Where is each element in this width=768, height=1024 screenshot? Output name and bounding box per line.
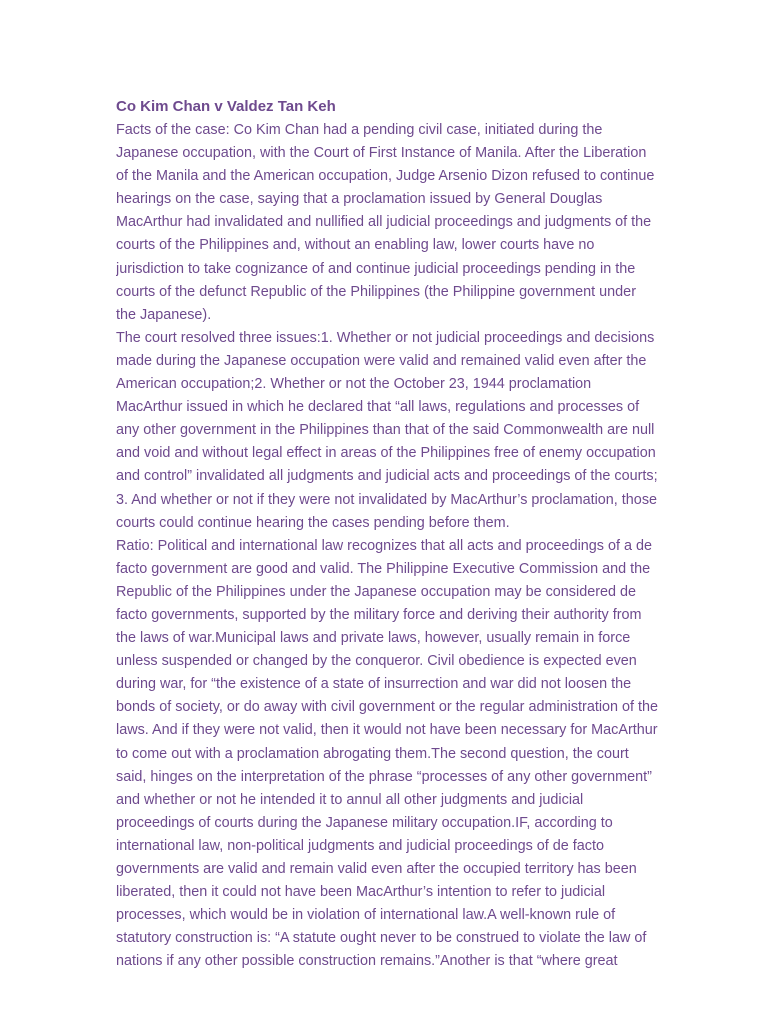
document-body <box>116 119 756 973</box>
document-text-line: hearings on the case, saying that a proclamation issued by General Douglas <box>116 191 603 208</box>
document-text-line: American occupation;2. Whether or not the October 23, 1944 proclamation <box>116 376 592 393</box>
document-text-line: the Japanese). <box>116 306 212 323</box>
document-text-line: courts of the Philippines and, without an enabling law, lower courts have no <box>116 237 595 254</box>
document-text-line: Ratio: Political and international law recognizes that all acts and proceedings of a de <box>116 537 652 554</box>
document-text-line: Facts of the case: Co Kim Chan had a pending civil case, initiated during the <box>116 122 603 138</box>
document-text-line: facto government are good and valid. The Philippine Executive Commission and the <box>116 560 651 577</box>
document-text-line: and whether or not he intended it to annul all other judgments and judicial <box>116 791 584 808</box>
document-text-line: made during the Japanese occupation were valid and remained valid even after the <box>116 352 647 369</box>
document-text-line: statutory construction is: “A statute ought never to be construed to violate the law of <box>116 930 647 947</box>
document-text-line: nations if any other possible construction remains.”Another is that “where great <box>116 953 618 970</box>
document-text-line: during war, for “the existence of a state of insurrection and war did not loosen the <box>116 676 632 693</box>
document-text-line: to come out with a proclamation abrogating them.The second question, the court <box>116 745 629 762</box>
document-text-line: said, hinges on the interpretation of the phrase “processes of any other government” <box>116 768 652 785</box>
document-text-line: any other government in the Philippines than that of the said Commonwealth are null <box>116 422 655 439</box>
document-text-line: The court resolved three issues:1. Whether or not judicial proceedings and decisions <box>116 329 655 346</box>
document-text-line: governments are valid and remain valid even after the occupied territory has been <box>116 861 637 877</box>
document-text-line: processes, which would be in violation of international law.A well-known rule of <box>116 907 616 924</box>
document-text-line: and control” invalidated all judgments and judicial acts and proceedings of the courts; <box>116 468 658 485</box>
document-text-line: facto governments, supported by the military force and deriving their authority from <box>116 606 642 623</box>
document-text-line: courts of the defunct Republic of the Philippines (the Philippine government under <box>116 283 636 300</box>
document-text-line: Japanese occupation, with the Court of First Instance of Manila. After the Liberation <box>116 145 647 162</box>
document-text-line: 3. And whether or not if they were not invalidated by MacArthur’s proclamation, those <box>116 491 658 508</box>
document-text-line: liberated, then it could not have been MacArthur’s intention to refer to judicial <box>116 884 606 901</box>
document-text-line: of the Manila and the American occupation, Judge Arsenio Dizon refused to continue <box>116 168 655 185</box>
document-text-line: international law, non-political judgments and judicial proceedings of de facto <box>116 837 604 854</box>
document-text-line: MacArthur issued in which he declared that “all laws, regulations and processes of <box>116 399 640 416</box>
document-text-line: the laws of war.Municipal laws and private laws, however, usually remain in force <box>116 630 631 647</box>
document-title: Co Kim Chan v Valdez Tan Keh <box>116 98 336 115</box>
document-text-line: MacArthur had invalidated and nullified all judicial proceedings and judgments of the <box>116 214 652 231</box>
document-text-line: unless suspended or changed by the conqueror. Civil obedience is expected even <box>116 653 637 670</box>
document-text-line: bonds of society, or do away with civil government or the regular administration of the <box>116 699 659 716</box>
document-text-line: and void and without legal effect in areas of the Philippines free of enemy occupation <box>116 445 656 462</box>
document-text-line: laws. And if they were not valid, then it would not have been necessary for MacArthur <box>116 722 658 739</box>
document-text-line: proceedings of courts during the Japanese military occupation.IF, according to <box>116 814 613 831</box>
document-text-line: Republic of the Philippines under the Japanese occupation may be considered de <box>116 583 637 600</box>
document-text-line: jurisdiction to take cognizance of and continue judicial proceedings pending in the <box>116 260 636 277</box>
document-text-line: courts could continue hearing the cases pending before them. <box>116 514 510 531</box>
